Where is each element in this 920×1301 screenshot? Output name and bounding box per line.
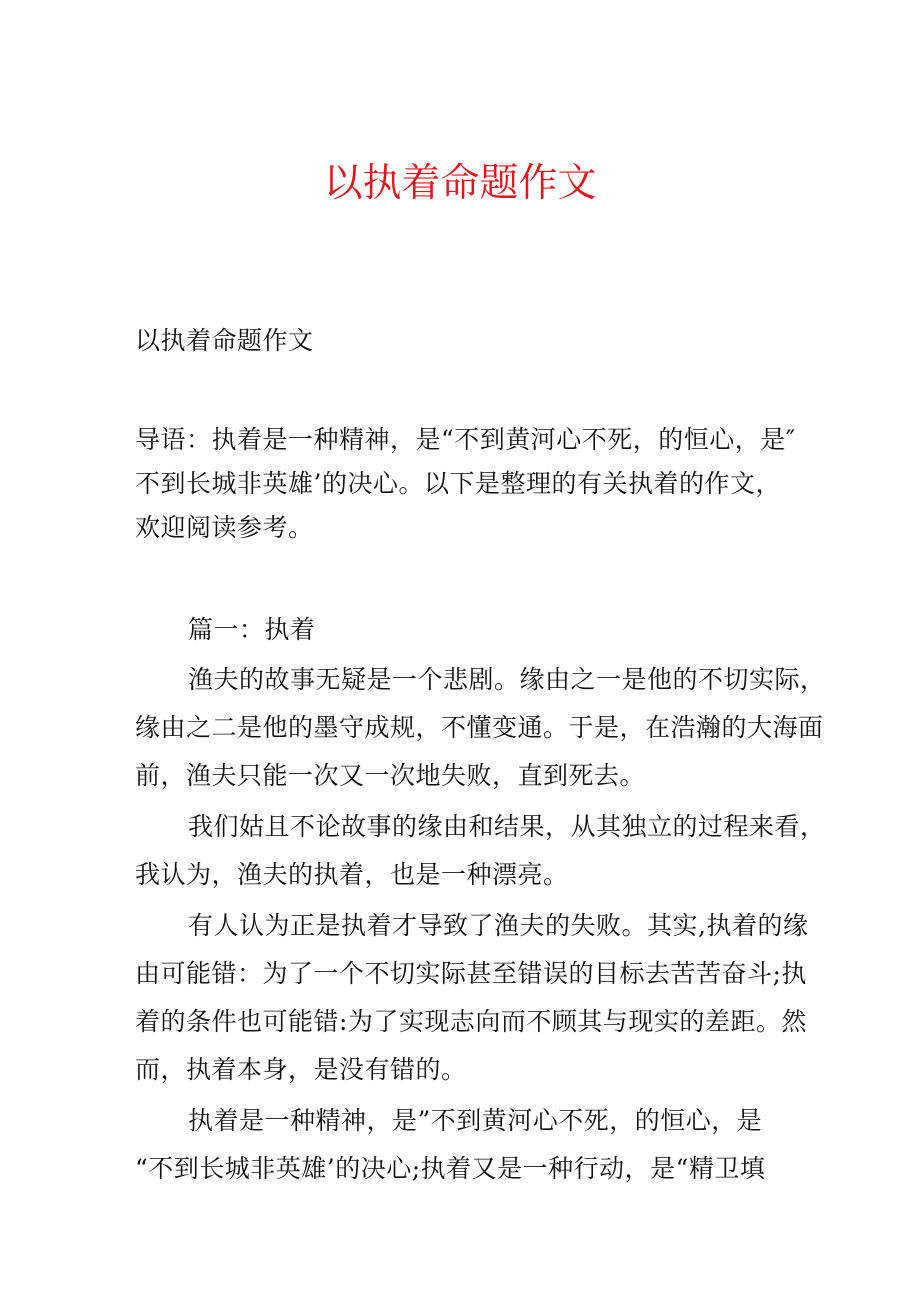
intro-line: 导语：执着是一种精神，是“不到黄河心不死，的恒心，是″ [135, 425, 796, 454]
paragraph-line: 缘由之二是他的墨守成规，不懂变通。于是，在浩瀚的大海面 [135, 713, 824, 742]
section-heading: 篇一：执着 [188, 615, 316, 644]
paragraph-line: 我们姑且不论故事的缘由和结果，从其独立的过程来看， [188, 812, 826, 841]
intro-paragraph [135, 418, 815, 550]
paragraph-line: 前，渔夫只能一次又一次地失败，直到死去。 [135, 761, 646, 790]
document-title: 以执着命题作文 [323, 161, 597, 206]
paragraph-line: 执着是一种精神，是”不到黄河心不死，的恒心，是 [188, 1106, 763, 1135]
article-body [135, 656, 826, 1196]
paragraph-2 [135, 803, 826, 899]
paragraph-line: 着的条件也可能错:为了实现志向而不顾其与现实的差距。然 [135, 1007, 807, 1036]
intro-line: 不到长城非英雄’的决心。以下是整理的有关执着的作文， [135, 469, 781, 498]
paragraph-line: 有人认为正是执着才导致了渔夫的失败。其实,执着的缘 [188, 911, 809, 940]
document-subtitle: 以执着命题作文 [135, 326, 314, 355]
intro-line: 欢迎阅读参考。 [135, 513, 314, 542]
paragraph-1 [135, 656, 826, 800]
paragraph-line: 而，执着本身，是没有错的。 [135, 1055, 467, 1084]
paragraph-3 [135, 902, 815, 1094]
paragraph-line: 由可能错：为了一个不切实际甚至错误的目标去苦苦奋斗;执 [135, 959, 807, 988]
paragraph-line: 渔夫的故事无疑是一个悲剧。缘由之一是他的不切实际， [188, 665, 826, 694]
paragraph-line: 我认为，渔夫的执着，也是一种漂亮。 [135, 860, 569, 889]
paragraph-4 [135, 1097, 815, 1193]
paragraph-line: “不到长城非英雄’的决心;执着又是一种行动，是“精卫填 [135, 1154, 766, 1183]
